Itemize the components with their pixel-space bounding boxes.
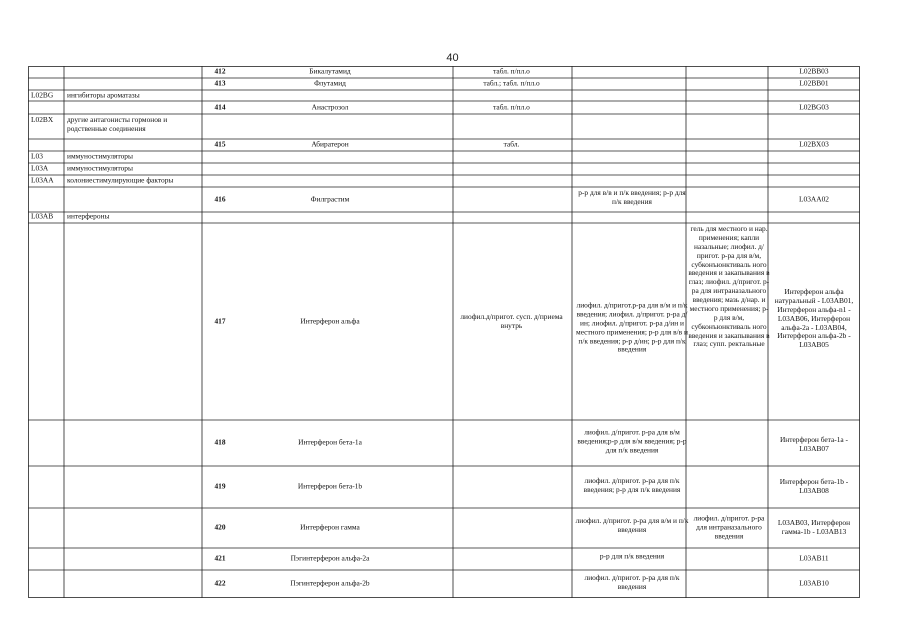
row-number: 421	[214, 553, 226, 563]
dosage-form: лиофил.д/пригот. сусп. д/приема внутрь	[460, 312, 563, 330]
atc-code: Интерферон бета-1a - L03AB07	[779, 435, 849, 453]
drug-name: Пэгинтерферон альфа-2a	[290, 553, 370, 563]
group-code: L03A	[31, 163, 49, 173]
dosage-form-parenteral: р-р для п/к введения	[599, 551, 665, 561]
row-number: 415	[214, 139, 226, 149]
drug-name: Пэгинтерферон альфа-2b	[290, 578, 370, 588]
drug-name: Интерферон бета-1a	[298, 437, 362, 447]
group-code: L03AB	[31, 211, 54, 221]
row-number: 418	[214, 437, 226, 447]
group-code: L02BX	[31, 115, 54, 124]
atc-code: Интерферон альфа натуральный - L03AB01, Интерферон альфа-n1 - L03AB06, Интерферон альфа-2a - L03AB04, Интерферон альфа-2b - L03AB05	[774, 286, 854, 350]
dosage-form: табл. п/пл.о	[493, 66, 530, 76]
group-name: иммуностимуляторы	[67, 163, 133, 173]
dosage-form-parenteral: лиофил. д/пригот. р-ра для п/к введения; р-р для п/к введения	[583, 476, 681, 494]
atc-code: L02BB03	[799, 66, 829, 76]
drug-name: Абиратерон	[311, 139, 349, 149]
atc-code: L02BG03	[799, 102, 829, 112]
dosage-form-parenteral: лиофил. д/пригот. р-ра для в/м и п/к введения	[575, 516, 689, 534]
row-number: 414	[214, 102, 226, 112]
group-name: интерфероны	[67, 211, 110, 221]
drug-table	[28, 66, 860, 598]
row-number: 419	[214, 481, 226, 491]
group-name: ингибиторы ароматазы	[67, 90, 140, 100]
group-name: другие антагонисты гормонов и родственные соединения	[67, 115, 168, 133]
page-number: 40	[446, 52, 459, 64]
row-number: 413	[214, 78, 226, 88]
dosage-form: табл.; табл. п/пл.о	[483, 78, 540, 88]
row-number: 412	[214, 66, 226, 76]
atc-code: L03AA02	[799, 194, 829, 204]
group-name: колониестимулирующие факторы	[67, 175, 174, 185]
dosage-form-parenteral: лиофил. д/пригот.р-ра для в/м и п/к введения; лиофил. д/пригот. р-ра д/ин; лиофил. д/пригот. р-ра д/ин и местного применения; р-р для в/в и п/к введения; р-р д/ин; р-р для п/к введения	[576, 300, 688, 354]
group-code: L03	[31, 151, 43, 161]
atc-code: L02BX03	[799, 139, 829, 149]
atc-code: L03AB10	[799, 578, 829, 588]
atc-code: L03AB03, Интерферон гамма-1b - L03AB13	[777, 518, 851, 536]
dosage-form-parenteral: р-р для в/в и п/к введения; р-р для п/к введения	[578, 188, 686, 206]
drug-name: Флутамид	[314, 78, 346, 88]
atc-code: L02BB01	[799, 78, 829, 88]
drug-name: Интерферон бета-1b	[297, 481, 363, 491]
drug-name: Анастрозол	[311, 102, 349, 112]
group-code: L03AA	[31, 175, 54, 185]
dosage-form: табл. п/пл.о	[493, 102, 530, 112]
group-code: L02BG	[31, 90, 54, 100]
row-number: 422	[214, 578, 226, 588]
atc-code: L03AB11	[799, 553, 829, 563]
dosage-form-parenteral: лиофил. д/пригот. р-ра для в/м введения;р-р для в/м введения; р-р для п/к введения	[577, 427, 687, 455]
dosage-form: табл.	[503, 139, 520, 149]
drug-name: Интерферон альфа	[300, 316, 360, 326]
row-number: 420	[214, 522, 226, 532]
group-name: иммуностимуляторы	[67, 151, 133, 161]
row-number: 416	[214, 194, 226, 204]
drug-name: Бикалутамид	[309, 66, 351, 76]
dosage-form-parenteral: лиофил. д/пригот. р-ра для п/к введения	[584, 573, 680, 591]
dosage-form-local: гель для местного и нар. применения; капли назальные; лиофил. д/пригот. р-ра для в/м, субконъюнктиваль ного введения и закапывания в глаз; лиофил. д/пригот. р-ра для интраназального введения; мазь д/нар. и местного применения; р-р для в/м, субконъюнктиваль ного введения и закапывания в глаз; супп. ректальные	[688, 224, 770, 349]
dosage-form-local: лиофил. д/пригот. р-ра для интраназального введения	[693, 513, 765, 541]
atc-code: Интерферон бета-1b - L03AB08	[779, 477, 849, 495]
row-number: 417	[214, 316, 226, 326]
drug-name: Интерферон гамма	[300, 522, 360, 532]
drug-name: Филграстим	[310, 194, 350, 204]
